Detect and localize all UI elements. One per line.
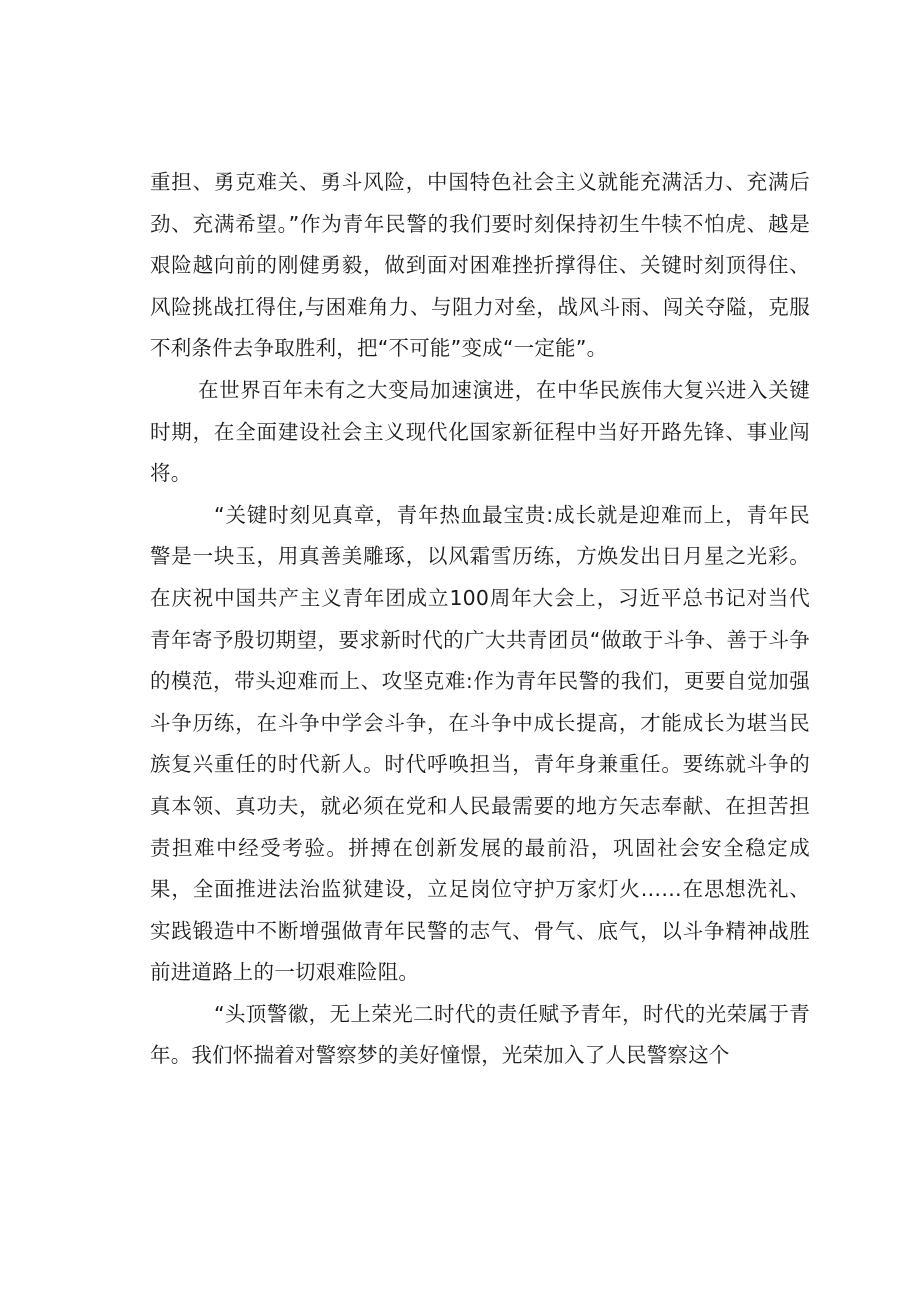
document-body xyxy=(150,162,810,1077)
paragraph-continuation: 重担、勇克难关、勇斗风险，中国特色社会主义就能充满活力、充满后劲、充满希望。”作为青年民警的我们要时刻保持初生牛犊不怕虎、越是艰险越向前的刚健勇毅，做到面对困难挫折撑得住、关键时刻顶得住、风险挑战扛得住,与困难角力、与阻力对垒，战风斗雨、闯关夺隘，克服不利条件去争取胜利，把“不可能”变成“一定能”。 xyxy=(150,170,810,361)
paragraph-police-badge: “头顶警徽，无上荣光二时代的责任赋予青年，时代的光荣属于青年。我们怀揣着对警察梦的美好憧憬，光荣加入了人民警察这个 xyxy=(150,1001,810,1068)
paragraph-world-changes: 在世界百年未有之大变局加速演进，在中华民族伟大复兴进入关键时期，在全面建设社会主义现代化国家新征程中当好开路先锋、事业闯将。 xyxy=(150,377,810,486)
paragraph-key-moments: “关键时刻见真章，青年热血最宝贵:成长就是迎难而上，青年民警是一块玉，用真善美雕琢，以风霜雪历练，方焕发出日月星之光彩。在庆祝中国共产主义青年团成立100周年大会上，习近平总书记对当代青年寄予殷切期望，要求新时代的广大共青团员“做敢于斗争、善于斗争的模范，带头迎难而上、攻坚克难:作为青年民警的我们，更要自觉加强斗争历练，在斗争中学会斗争，在斗争中成长提高，才能成长为堪当民族复兴重任的时代新人。时代呼唤担当，青年身兼重任。要练就斗争的真本领、真功夫，就必须在党和人民最需要的地方矢志奉献、在担苦担责担难中经受考验。拼搏在创新发展的最前沿，巩固社会安全稳定成果，全面推进法治监狱建设，立足岗位守护万家灯火……在思想洗礼、实践锻造中不断增强做青年民警的志气、骨气、底气，以斗争精神战胜前进道路上的一切艰难险阻。 xyxy=(150,502,810,985)
